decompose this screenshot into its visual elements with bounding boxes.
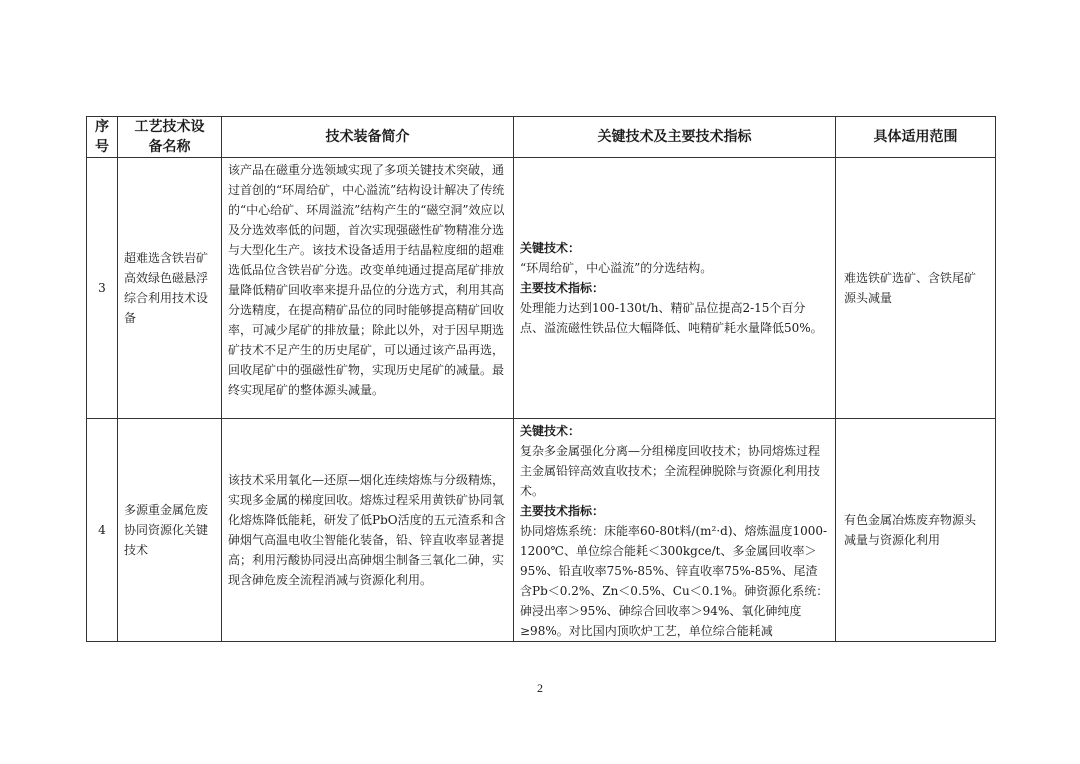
header-process-name: 工艺技术设 备名称 — [118, 117, 222, 158]
row-introduction: 该技术采用氧化—还原—烟化连续熔炼与分级精炼，实现多金属的梯度回收。熔炼过程采用黄铁矿协同氧化熔炼降低能耗，研发了低PbO活度的五元渣系和含砷烟气高温电收尘智能化装备，铅、锌直收率显著提高；利用污酸协同浸出高砷烟尘制备三氧化二砷，实现含砷危废全流程消减与资源化利用。 — [222, 419, 514, 642]
row-process-name: 多源重金属危废协同资源化关键技术 — [118, 419, 222, 642]
row-key-technology — [514, 158, 836, 419]
row-scope: 难选铁矿选矿、含铁尾矿源头减量 — [836, 158, 996, 419]
key-technology-label: 关键技术： — [520, 241, 581, 255]
technology-table — [86, 116, 996, 642]
row-serial-number: 3 — [87, 158, 118, 419]
row-scope: 有色金属冶炼废弃物源头减量与资源化利用 — [836, 419, 996, 642]
key-technology-text: 复杂多金属强化分离—分组梯度回收技术；协同熔炼过程主金属铅锌高效直收技术；全流程砷脱除与资源化利用技术。 — [520, 444, 821, 498]
header-scope: 具体适用范围 — [836, 117, 996, 158]
main-index-label: 主要技术指标： — [520, 281, 605, 295]
main-index-text: 协同熔炼系统：床能率60-80t料/(m²·d)、熔炼温度1000-1200℃、单位综合能耗＜300kgce/t、多金属回收率＞95%、铅直收率75%-85%、锌直收率75%-85%、尾渣含Pb＜0.2%、Zn＜0.5%、Cu＜0.1%。砷资源化系统：砷浸出率＞95%、砷综合回收率＞94%、氧化砷纯度≥98%。对比国内顶吹炉工艺，单位综合能耗减 — [520, 524, 829, 638]
row-serial-number: 4 — [87, 419, 118, 642]
row-key-technology — [514, 419, 836, 642]
table-row — [87, 158, 996, 419]
key-technology-text: “环周给矿，中心溢流”的分选结构。 — [520, 261, 713, 275]
table-header-row — [87, 117, 996, 158]
row-introduction: 该产品在磁重分选领域实现了多项关键技术突破，通过首创的“环周给矿，中心溢流”结构设计解决了传统的“中心给矿、环周溢流”结构产生的“磁空洞”效应以及分选效率低的问题，首次实现强磁性矿物精准分选与大型化生产。该技术设备适用于结晶粒度细的超难选低品位含铁岩矿分选。改变单纯通过提高尾矿排放量降低精矿回收率来提升品位的分选方式，利用其高分选精度，在提高精矿品位的同时能够提高精矿回收率，可减少尾矿的排放量；除此以外，对于因早期选矿技术不足产生的历史尾矿，可以通过该产品再选，回收尾矿中的强磁性矿物，实现历史尾矿的减量。最终实现尾矿的整体源头减量。 — [222, 158, 514, 419]
row-process-name: 超难选含铁岩矿高效绿色磁悬浮综合利用技术设备 — [118, 158, 222, 419]
header-introduction: 技术装备简介 — [222, 117, 514, 158]
header-key-technology: 关键技术及主要技术指标 — [514, 117, 836, 158]
header-serial-number: 序 号 — [87, 117, 118, 158]
main-index-label: 主要技术指标： — [520, 504, 605, 518]
table-row — [87, 419, 996, 642]
main-index-text: 处理能力达到100-130t/h、精矿品位提高2-15个百分点、溢流磁性铁品位大幅降低、吨精矿耗水量降低50%。 — [520, 301, 823, 335]
page-number: 2 — [537, 681, 543, 695]
key-technology-label: 关键技术： — [520, 424, 581, 438]
